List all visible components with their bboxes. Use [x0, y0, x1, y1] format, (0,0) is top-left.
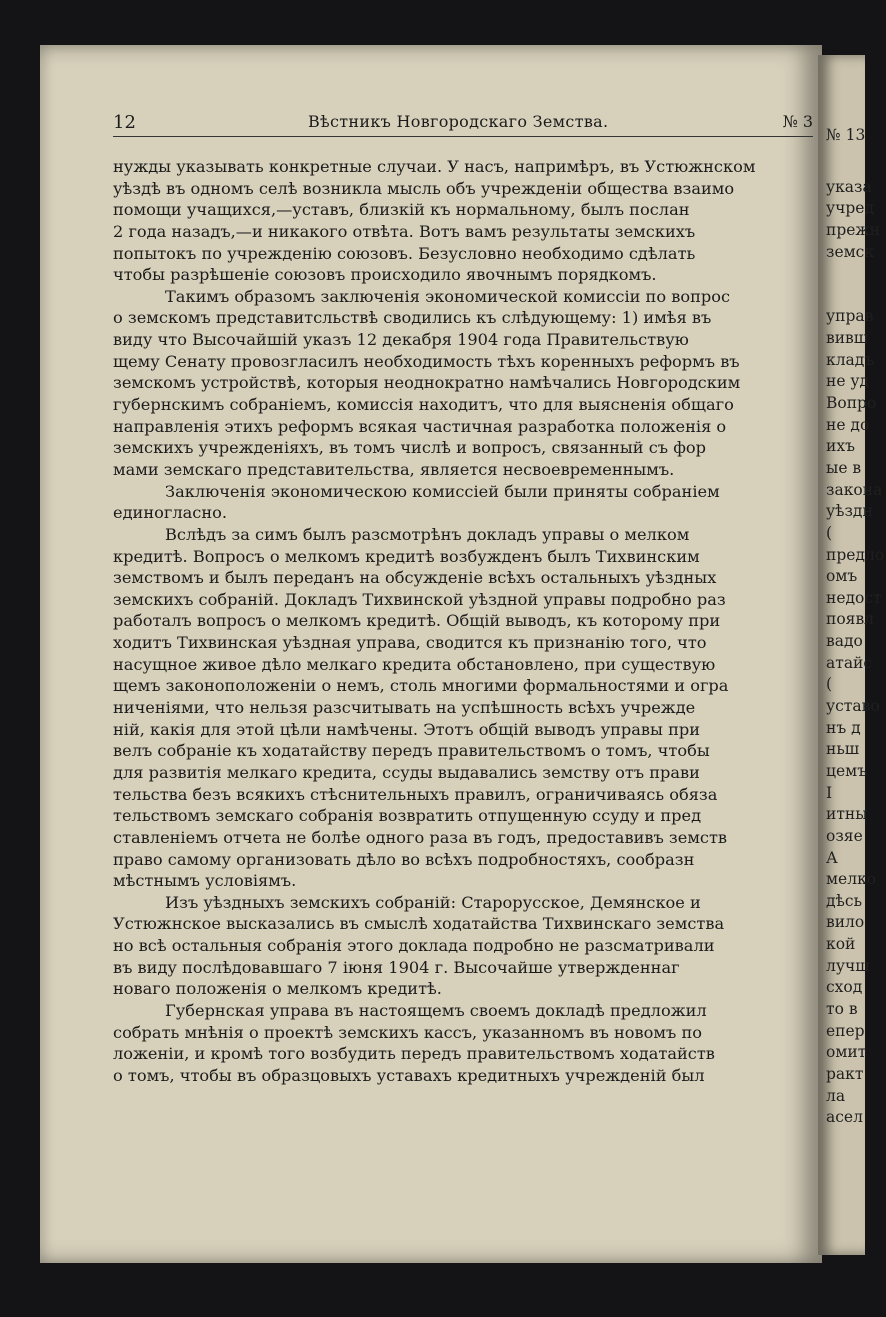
facing-text-line: вивш: [826, 329, 869, 348]
text-line: въ виду послѣдовавшаго 7 іюня 1904 г. Высочайше утвержденнаг: [113, 957, 680, 977]
text-line: ставленіемъ отчета не болѣе одного раза въ годъ, предоставивъ земств: [113, 827, 728, 847]
facing-text-line: появл: [826, 610, 875, 629]
text-line: попытокъ по учрежденію союзовъ. Безусловно необходимо сдѣлать: [113, 243, 696, 263]
paragraph: [113, 481, 813, 524]
text-line: виду что Высочайшій указъ 12 декабря 1904 года Правительствую: [113, 330, 689, 350]
facing-text-line: цемъ: [826, 761, 868, 780]
text-line: Изъ уѣздныхъ земскихъ собраній: Старорусское, Демянское и: [165, 892, 701, 912]
text-line: мами земскаго представительства, является несвоевременнымъ.: [113, 459, 675, 479]
facing-text-line: вадо: [826, 632, 863, 651]
facing-text-line: закона: [826, 480, 883, 499]
journal-title: Вѣстникъ Новгородскаго Земства.: [308, 112, 609, 131]
facing-text-line: озяе: [826, 826, 863, 845]
text-line: ній, какія для этой цѣли намѣчены. Этотъ общій выводъ управы при: [113, 719, 701, 739]
text-line: щему Сенату провозгласилъ необходимость тѣхъ коренныхъ реформъ въ: [113, 351, 740, 371]
facing-text-line: уѣздн: [826, 502, 873, 521]
facing-text-line: сход: [826, 978, 863, 997]
facing-text-line: уставо: [826, 697, 880, 716]
facing-text-line: атайс: [826, 653, 873, 672]
facing-text-line: вило: [826, 913, 865, 932]
text-line: кредитѣ. Вопросъ о мелкомъ кредитѣ возбужденъ былъ Тихвинским: [113, 546, 700, 566]
text-line: земскихъ собраній. Докладъ Тихвинской уѣздной управы подробно раз: [113, 589, 726, 609]
facing-text-line: управ: [826, 307, 874, 326]
page-number: 12: [113, 112, 136, 133]
running-header: [113, 110, 813, 137]
facing-text-line: I: [826, 783, 833, 802]
facing-text-line: ые в: [826, 458, 862, 477]
facing-page-text: [826, 155, 886, 1129]
text-line: работалъ вопросъ о мелкомъ кредитѣ. Общій выводъ, къ которому при: [113, 611, 721, 631]
facing-text-line: дѣсь: [826, 891, 863, 910]
paragraph: [113, 156, 813, 286]
paragraph: [113, 892, 813, 1000]
text-line: земствомъ и былъ переданъ на обсужденіе всѣхъ остальныхъ уѣздных: [113, 568, 717, 588]
facing-text-line: (: [826, 523, 833, 542]
text-line: направленія этихъ реформъ всякая частичная разработка положенія о: [113, 416, 727, 436]
facing-text-line: ихъ: [826, 437, 855, 456]
text-line: о земскомъ представитсльствѣ сводились къ слѣдующему: 1) имѣя въ: [113, 308, 712, 328]
issue-number: № 3: [782, 112, 813, 131]
text-line: о томъ, чтобы въ образцовыхъ уставахъ кредитныхъ учрежденій был: [113, 1065, 705, 1085]
paragraph: [113, 524, 813, 892]
text-line: тельства безъ всякихъ стѣснительныхъ правилъ, ограничиваясь обяза: [113, 784, 718, 804]
facing-text-line: указа: [826, 177, 872, 196]
facing-text-line: кладъ: [826, 350, 875, 369]
text-line: 2 года назадъ,—и никакого отвѣта. Вотъ вамъ результаты земскихъ: [113, 221, 696, 241]
text-line: уѣздѣ въ одномъ селѣ возникла мысль объ учрежденіи общества взаимо: [113, 178, 735, 198]
facing-text-line: кой: [826, 935, 856, 954]
text-line: для развитія мелкаго кредита, ссуды выдавались земству отъ прави: [113, 762, 700, 782]
facing-text-line: ла: [826, 1086, 846, 1105]
paragraph: [113, 286, 813, 481]
facing-text-line: ракт: [826, 1064, 864, 1083]
facing-text-line: недост: [826, 588, 882, 607]
facing-text-line: мелко: [826, 870, 877, 889]
facing-page-edge: [818, 55, 885, 1255]
facing-text-line: [826, 285, 886, 307]
text-line: Устюжнское высказались въ смыслѣ ходатайства Тихвинскаго земства: [113, 914, 725, 934]
text-line: мѣстнымъ условіямъ.: [113, 871, 297, 891]
text-line: ниченіями, что нельзя разсчитывать на успѣшность всѣхъ учрежде: [113, 698, 696, 718]
facing-text-line: учред: [826, 199, 875, 218]
article-body: [113, 156, 813, 1087]
facing-text-line: прежн: [826, 220, 881, 239]
text-line: Вслѣдъ за симъ былъ разсмотрѣнъ докладъ управы о мелком: [165, 524, 690, 544]
facing-text-line: (: [826, 675, 833, 694]
text-line: помощи учащихся,—уставъ, близкій къ нормальному, былъ послан: [113, 200, 690, 220]
facing-text-line: [826, 155, 886, 177]
facing-page-header: № 13: [826, 126, 866, 144]
text-line: чтобы разрѣшеніе союзовъ происходило явочнымъ порядкомъ.: [113, 265, 657, 285]
facing-text-line: омъ: [826, 567, 858, 586]
paragraph: [113, 1000, 813, 1087]
text-line: ложеніи, и кромѣ того возбудить передъ правительствомъ ходатайств: [113, 1044, 715, 1064]
text-line: велъ собраніе къ ходатайству передъ правительствомъ о томъ, чтобы: [113, 741, 710, 761]
text-line: единогласно.: [113, 503, 228, 523]
text-line: земскихъ учрежденіяхъ, въ томъ числѣ и вопросъ, связанный съ фор: [113, 438, 706, 458]
text-line: насущное живое дѣло мелкаго кредита обстановлено, при существую: [113, 654, 716, 674]
text-line: новаго положенія о мелкомъ кредитѣ.: [113, 979, 442, 999]
text-line: ходитъ Тихвинская уѣздная управа, сводится къ признанію того, что: [113, 633, 707, 653]
facing-text-line: предло: [826, 545, 885, 564]
facing-text-line: итны: [826, 805, 868, 824]
facing-text-line: омит: [826, 1043, 867, 1062]
text-line: щемъ законоположеніи о немъ, столь многими формальностями и огра: [113, 676, 729, 696]
facing-text-line: асел: [826, 1108, 863, 1127]
facing-text-line: не до: [826, 415, 870, 434]
facing-text-line: лучш: [826, 956, 870, 975]
text-line: собрать мнѣнія о проектѣ земскихъ кассъ, указанномъ въ новомъ по: [113, 1022, 702, 1042]
text-line: Заключенія экономическою комиссіей были приняты собраніем: [165, 481, 720, 501]
facing-text-line: то в: [826, 999, 858, 1018]
facing-text-line: Вопро: [826, 394, 877, 413]
text-line: тельствомъ земскаго собранія возвратить отпущенную ссуду и пред: [113, 806, 702, 826]
facing-text-line: нъ д: [826, 718, 861, 737]
text-line: право самому организовать дѣло во всѣхъ подробностяхъ, сообразн: [113, 849, 695, 869]
text-line: нужды указывать конкретные случаи. У насъ, напримѣръ, въ Устюжнском: [113, 157, 756, 176]
facing-text-line: земск: [826, 242, 875, 261]
text-line: Такимъ образомъ заключенія экономической комиссіи по вопрос: [165, 286, 731, 306]
facing-text-line: А: [826, 848, 838, 867]
text-line: земскомъ устройствѣ, которыя неоднократно намѣчались Новгородским: [113, 373, 741, 393]
facing-text-line: не уд: [826, 372, 870, 391]
text-line: Губернская управа въ настоящемъ своемъ докладѣ предложил: [165, 1000, 707, 1020]
text-line: но всѣ остальныя собранія этого доклада подробно не разсматривали: [113, 936, 715, 956]
text-line: губернскимъ собраніемъ, комиссія находитъ, что для выясненія общаго: [113, 395, 734, 415]
facing-text-line: епер: [826, 1021, 865, 1040]
facing-text-line: ньш: [826, 740, 860, 759]
facing-text-line: [826, 263, 886, 285]
